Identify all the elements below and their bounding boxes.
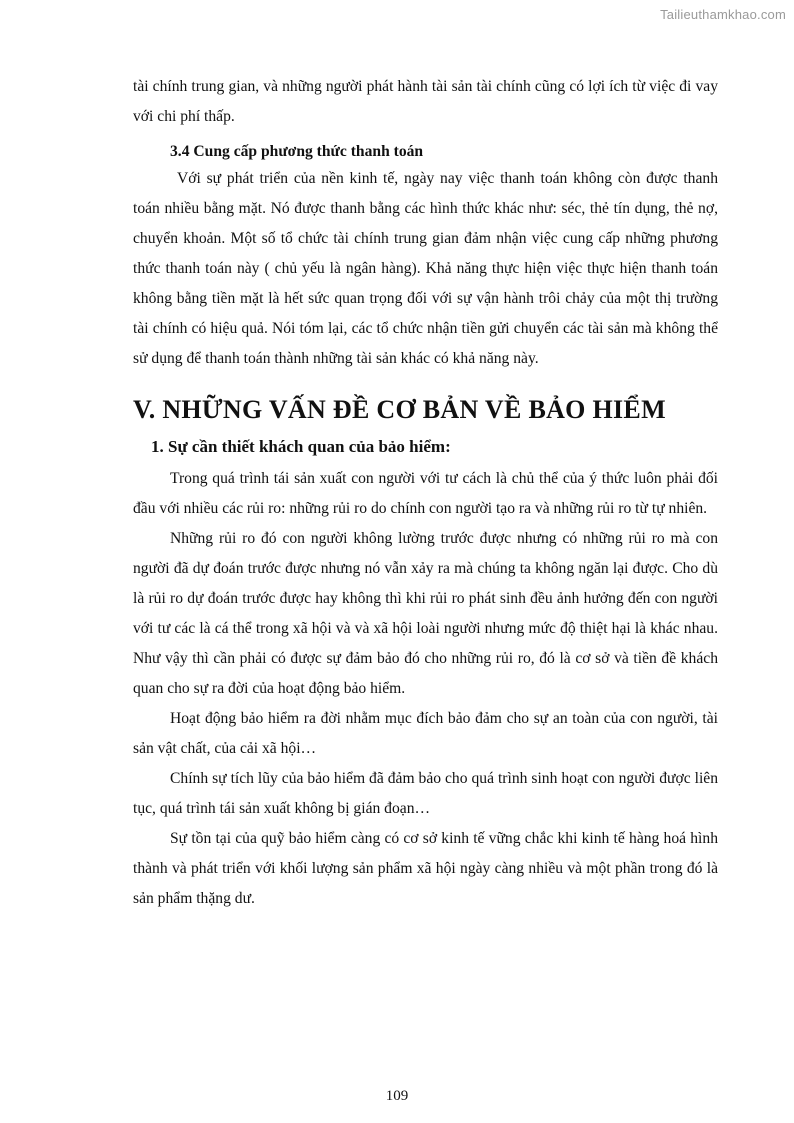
watermark: Tailieuthamkhao.com [660,7,786,22]
body-paragraph: Hoạt động bảo hiểm ra đời nhằm mục đích bảo đảm cho sự an toàn của con người, tài sản vật chất, của cải xã hội… [133,710,718,757]
page-content [133,72,718,914]
subsection-paragraph: Với sự phát triển của nền kinh tế, ngày nay việc thanh toán không còn được thanh toán nhiều bằng mặt. Nó được thanh bằng các hình thức khác như: séc, thẻ tín dụng, thẻ nợ, chuyển khoản. Một số tổ chức tài chính trung gian đảm nhận việc cung cấp những phương thức thanh toán này ( chủ yếu là ngân hàng). Khả năng thực hiện việc thực hiện thanh toán không bằng tiền mặt là hết sức quan trọng đối với sự vận hành trôi chảy của một thị trường tài chính có hiệu quả. Nói tóm lại, các tổ chức nhận tiền gửi chuyển các tài sản mà không thể sử dụng để thanh toán thành những tài sản khác có khả năng này. [133,170,718,367]
body-paragraph: Sự tồn tại của quỹ bảo hiểm càng có cơ sở kinh tế vững chắc khi kinh tế hàng hoá hình thành và phát triển với khối lượng sản phẩm xã hội ngày càng nhiều và một phần trong đó là sản phẩm thặng dư. [133,830,718,907]
chapter-heading: V. NHỮNG VẤN ĐỀ CƠ BẢN VỀ BẢO HIỂM [133,395,666,424]
body-paragraph: Những rủi ro đó con người không lường trước được nhưng có những rủi ro mà con người đã dự đoán trước được nhưng nó vẫn xảy ra mà chúng ta không ngăn lại được. Cho dù là rủi ro dự đoán trước được hay không thì khi rủi ro phát sinh đều ảnh hưởng đến con người với tư các là cá thể trong xã hội và và xã hội loài người nhưng mức độ thiệt hại là khác nhau. Như vậy thì cần phải có được sự đảm bảo đó cho những rủi ro, đó là cơ sở và tiền đề khách quan cho sự ra đời của hoạt động bảo hiểm. [133,530,718,697]
page-number: 109 [385,1088,409,1104]
body-paragraph: Trong quá trình tái sản xuất con người với tư cách là chủ thể của ý thức luôn phải đối đầu với nhiều các rủi ro: những rủi ro do chính con người tạo ra và những rủi ro từ tự nhiên. [133,470,718,517]
intro-paragraph: tài chính trung gian, và những người phát hành tài sản tài chính cũng có lợi ích từ việc đi vay với chi phí thấp. [133,78,718,125]
subsection-heading: 3.4 Cung cấp phương thức thanh toán [170,143,424,160]
section-heading: 1. Sự cần thiết khách quan của bảo hiểm: [151,437,451,456]
body-paragraph: Chính sự tích lũy của bảo hiểm đã đảm bảo cho quá trình sinh hoạt con người được liên tục, quá trình tái sản xuất không bị gián đoạn… [133,770,718,817]
